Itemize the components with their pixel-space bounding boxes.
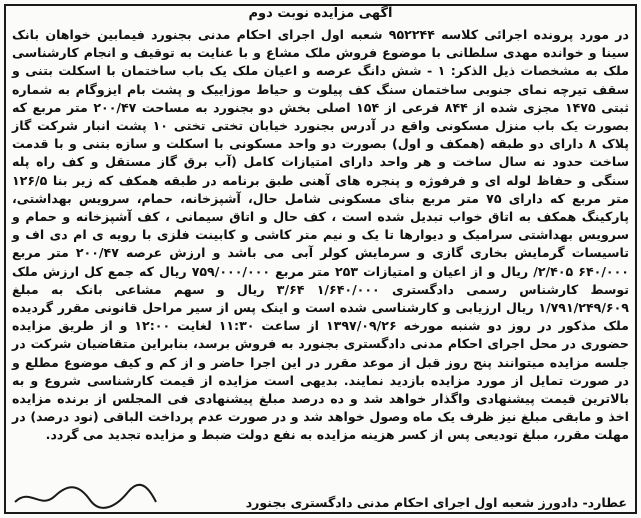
signature-scribble (10, 482, 160, 512)
notice-signature: عطارد- دادورز شعبه اول اجرای احکام مدنی دادگستری بجنورد (245, 495, 627, 510)
notice-paragraph: در مورد پرونده اجرائی کلاسه ۹۵۲۲۴۴ شعبه اول اجرای احکام مدنی بجنورد فیمابین خواهان بانک سینا و خوانده مهدی سلطانی با موضوع فروش ملک مشاع و با عنایت به توقیف و انجام کارشناسی ملک به مشخصات ذیل الذکر: ۱ - شش دانگ عرصه و اعیان ملک یک باب ساختمان با اسکلت بتنی و سقف تیرچه نمای جنوبی ساختمان سنگ کف پیلوت و حیاط موزاییک و پشت بام ایزوگام به شماره ثبتی ۱۴۷۵ مجزی شده از ۸۴۴ فرعی از ۱۵۴ اصلی بخش دو بجنورد به مساحت ۲۰۰/۴۷ متر مربع که بصورت یک باب منزل مسکونی واقع در آدرس بجنورد خیابان تختی تختی ۱۰ پشت انبار شرکت گاز پلاک ۸ دارای دو طبقه (همکف و اول) بصورت دو واحد مسکونی با اسکلت و سازه بتنی و با قدمت ساخت حدود نه سال ساخت و هر واحد دارای امتیازات کامل (آب برق گاز مستقل و کف راه پله سنگی و حفاظ لوله ای و فرفوژه و پنجره های آهنی طبق برنامه در طبقه همکف که زیر بنا ۱۲۶/۵ متر مربع که دارای ۷۵ متر مربع بنای مسکونی شامل حال، آشپزخانه، حمام، سرویس بهداشتی، پارکینگ همکف به اتاق خواب تبدیل شده است ، کف حال و اتاق سیمانی ، کف آشپزخانه و حمام و سرویس بهداشتی سرامیک و دیوارها تا یک و نیم متر کاشی و کابینت فلزی با رویه ی ام دی اف و تاسیسات گرمایش بخاری گازی و سرمایش کولر آبی می باشد و ارزش عرصه ۲۰۰/۴۷ متر مربع ۶۴۰/۰۰۰ ۲/۴۰۵/ ریال و از اعیان و امتیازات ۲۵۳ متر مربع ۷۵۹/۰۰۰/۰۰۰ ریال که جمع کل ارزش ملک توسط کارشناس رسمی دادگستری ۱/۶۴۰/۰۰۰ ۳/۶۴ ریال و سهم مشاعی بانک به مبلغ ۱/۷۹۱/۲۴۹/۶۰۹ ریال ارزیابی و کارشناسی شده است و اینک پس از سیر مراحل قانونی مقرر گردیده ملک مذکور در روز دو شنبه مورخه ۱۳۹۷/۰۹/۲۶ از ساعت ۱۱:۳۰ لغایت ۱۲:۰۰ و از طریق مزایده حضوری در محل اجرای احکام مدنی دادگستری بجنورد به فروش برسد، بنابراین متقاضیان شرکت در جلسه مزایده میتوانند پنج روز قبل از موعد مقرر در این اجرا حاضر و از کم و کیف موضوع مطلع و در صورت تمایل از مورد مزایده بازدید نمایند. بدیهی است مزایده از قیمت کارشناسی شروع و به بالاترین قیمت پیشنهادی واگذار خواهد شد و ده درصد مبلغ پیشنهادی فی المجلس از برنده مزایده اخذ و مابقی مبلغ نیز ظرف یک ماه وصول خواهد شد و در صورت عدم پرداخت الباقی (نود درصد) در مهلت مقرر، مبلغ تودیعی پس از کسر هزینه مزایده به نفع دولت ضبط و مزایده تجدید می گردد. (12, 27, 629, 443)
notice-title: آگهی مزایده نوبت دوم (248, 6, 393, 21)
notice-body (12, 26, 629, 445)
